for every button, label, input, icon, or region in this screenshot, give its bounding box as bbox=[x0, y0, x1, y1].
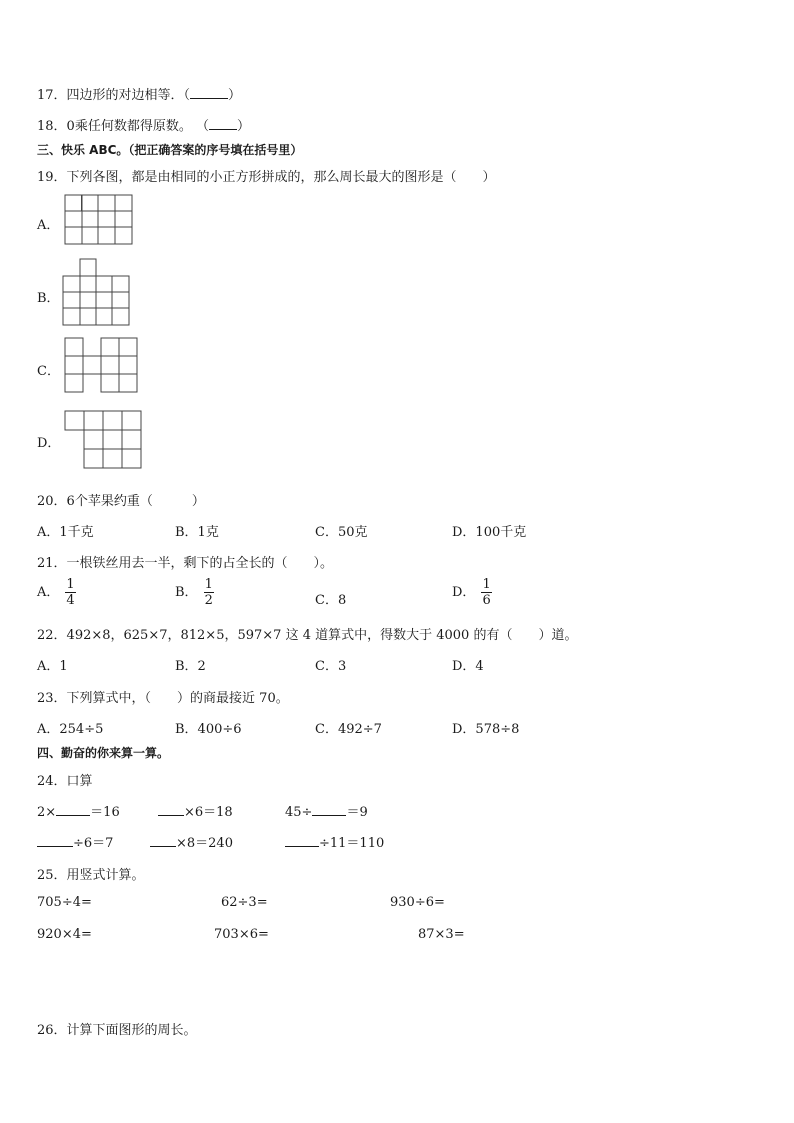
expr-prefix: 2× bbox=[37, 805, 57, 820]
answer-blank[interactable] bbox=[158, 803, 184, 816]
answer-blank[interactable] bbox=[37, 834, 73, 847]
option-a[interactable]: A．254÷5 bbox=[37, 722, 104, 737]
option-c[interactable]: C．492÷7 bbox=[315, 722, 382, 737]
option-d[interactable]: D．4 bbox=[452, 659, 484, 674]
question-25: 25．用竖式计算。 bbox=[37, 868, 145, 883]
option-a-label[interactable]: A． bbox=[37, 218, 60, 233]
option-label: D． bbox=[452, 585, 476, 600]
shape-c-figure bbox=[64, 337, 138, 395]
answer-blank[interactable] bbox=[312, 803, 346, 816]
paren-close: ） bbox=[228, 88, 242, 103]
question-18 bbox=[37, 115, 250, 134]
option-b[interactable]: B．400÷6 bbox=[175, 722, 242, 737]
section-3-heading: 三、快乐 ABC。（把正确答案的序号填在括号里） bbox=[37, 143, 303, 157]
mental-math-item bbox=[158, 801, 233, 820]
numerator: 1 bbox=[482, 577, 491, 592]
option-c[interactable]: C．50克 bbox=[315, 525, 368, 540]
option-d[interactable]: D．578÷8 bbox=[452, 722, 520, 737]
numerator: 1 bbox=[66, 577, 75, 592]
option-b[interactable]: B．1克 bbox=[175, 525, 219, 540]
denominator: 2 bbox=[204, 593, 213, 608]
expr-suffix: ＝9 bbox=[346, 805, 368, 820]
option-c[interactable]: C．8 bbox=[315, 593, 347, 608]
shape-a-figure bbox=[64, 194, 134, 246]
paren-close: ） bbox=[236, 119, 250, 134]
option-a[interactable] bbox=[37, 577, 76, 608]
question-26: 26．计算下面图形的周长。 bbox=[37, 1023, 197, 1038]
option-d-label[interactable]: D． bbox=[37, 436, 61, 451]
question-20: 20．6个苹果约重（ ） bbox=[37, 494, 205, 509]
answer-blank[interactable] bbox=[150, 834, 176, 847]
option-d[interactable] bbox=[452, 577, 492, 608]
expr-prefix: 45÷ bbox=[285, 805, 313, 820]
fraction bbox=[481, 577, 491, 608]
option-a[interactable]: A．1 bbox=[37, 659, 68, 674]
shape-d-figure bbox=[64, 410, 142, 470]
option-label: A． bbox=[37, 585, 60, 600]
vertical-calc-item: 62÷3= bbox=[221, 895, 268, 910]
mental-math-item bbox=[285, 801, 368, 820]
mental-math-item bbox=[37, 801, 120, 820]
vertical-calc-item: 705÷4= bbox=[37, 895, 92, 910]
mental-math-item bbox=[285, 832, 384, 851]
expr-suffix: ＝16 bbox=[90, 805, 120, 820]
answer-blank[interactable] bbox=[285, 834, 319, 847]
question-23: 23．下列算式中，（ ）的商最接近 70。 bbox=[37, 691, 289, 706]
vertical-calc-item: 703×6= bbox=[214, 927, 269, 942]
shape-b-figure bbox=[62, 258, 132, 328]
section-4-heading: 四、勤奋的你来算一算。 bbox=[37, 746, 170, 760]
vertical-calc-item: 920×4= bbox=[37, 927, 92, 942]
expr-suffix: ÷11＝110 bbox=[319, 836, 385, 851]
question-17-text: 17．四边形的对边相等．（ bbox=[37, 88, 191, 103]
mental-math-item bbox=[150, 832, 233, 851]
option-b-label[interactable]: B． bbox=[37, 291, 60, 306]
denominator: 4 bbox=[66, 593, 75, 608]
answer-blank[interactable] bbox=[190, 86, 228, 99]
expr-suffix: ×8＝240 bbox=[176, 836, 233, 851]
vertical-calc-item: 930÷6= bbox=[390, 895, 445, 910]
question-19: 19．下列各图，都是由相同的小正方形拼成的，那么周长最大的图形是（ ） bbox=[37, 170, 496, 185]
option-c-label[interactable]: C． bbox=[37, 364, 60, 379]
option-b[interactable] bbox=[175, 577, 214, 608]
option-d[interactable]: D．100千克 bbox=[452, 525, 527, 540]
option-c[interactable]: C．3 bbox=[315, 659, 347, 674]
question-18-text: 18．0乘任何数都得原数。 （ bbox=[37, 119, 209, 134]
fraction bbox=[65, 577, 75, 608]
mental-math-item bbox=[37, 832, 113, 851]
option-label: B． bbox=[175, 585, 198, 600]
expr-suffix: ÷6＝7 bbox=[73, 836, 114, 851]
question-17 bbox=[37, 84, 241, 103]
answer-blank[interactable] bbox=[209, 117, 237, 130]
option-a[interactable]: A．1千克 bbox=[37, 525, 94, 540]
expr-suffix: ×6＝18 bbox=[184, 805, 233, 820]
question-24: 24．口算 bbox=[37, 774, 93, 789]
denominator: 6 bbox=[482, 593, 491, 608]
question-22: 22．492×8，625×7，812×5，597×7 这 4 道算式中，得数大于 4000 的有（ ）道。 bbox=[37, 628, 578, 643]
fraction bbox=[204, 577, 214, 608]
vertical-calc-item: 87×3= bbox=[418, 927, 465, 942]
numerator: 1 bbox=[204, 577, 213, 592]
answer-blank[interactable] bbox=[56, 803, 90, 816]
option-b[interactable]: B．2 bbox=[175, 659, 206, 674]
question-21: 21．一根铁丝用去一半，剩下的占全长的（ ）。 bbox=[37, 556, 334, 571]
